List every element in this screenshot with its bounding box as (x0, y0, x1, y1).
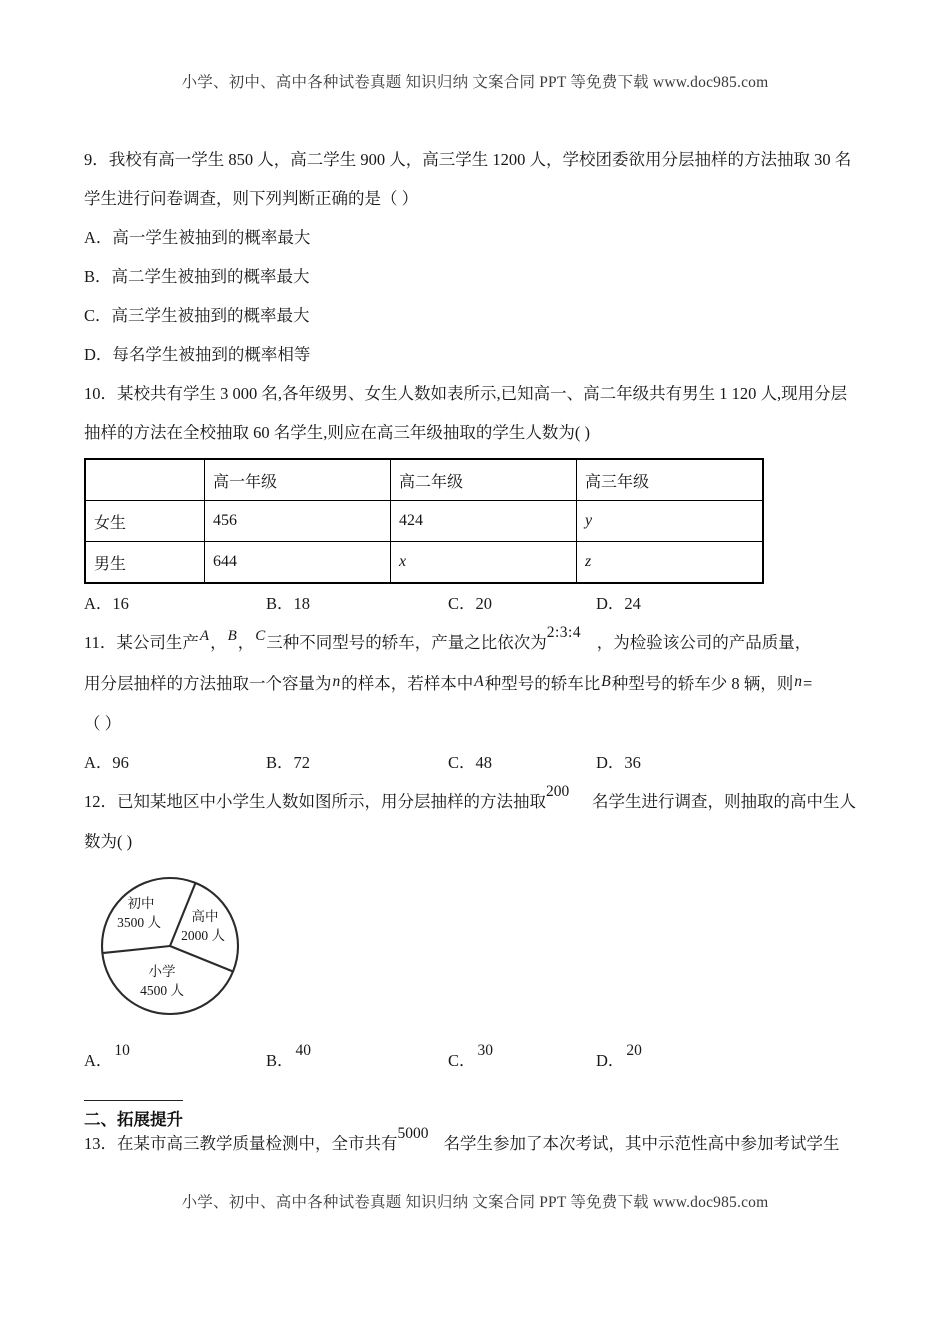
question-12-stem-line2: 数为( ) (84, 832, 133, 851)
question-11-stem-line1 (84, 623, 870, 664)
q11-l2-part3: 种型号的轿车比 (484, 674, 601, 693)
question-10-option-b[interactable]: B．18 (266, 594, 311, 613)
table-header-row (85, 459, 763, 501)
question-11-option-d[interactable]: D．36 (596, 753, 641, 772)
q11-l2-var-b: B (601, 673, 611, 690)
question-11-option-b[interactable]: B．72 (266, 753, 311, 772)
table-row-label-male: 男生 (85, 542, 205, 584)
q11-var-b: B (227, 628, 237, 644)
q12-opt-a-value: 10 (114, 1042, 130, 1059)
pie-label-primary-name: 小学 (148, 964, 176, 980)
q11-l2-var-a: A (474, 673, 484, 690)
q11-l2-var-n2: n (794, 673, 802, 690)
question-10-options (84, 584, 870, 623)
q11-var-n: n (332, 673, 341, 690)
cell-male-grade2: x (391, 542, 577, 584)
section-heading: 二、拓展提升 (84, 1100, 183, 1137)
question-10-stem-line2: 抽样的方法在全校抽取 60 名学生,则应在高三年级抽取的学生人数为( ) (84, 423, 590, 442)
cell-female-grade2: 424 (391, 501, 577, 542)
q12-opt-d-letter: D． (596, 1051, 625, 1070)
q12-opt-c-letter: C． (448, 1051, 476, 1070)
q12-text-part2: 名学生进行调查，则抽取的高中生人 (592, 792, 856, 811)
question-9-choice-a[interactable]: A．高一学生被抽到的概率最大 (84, 228, 311, 247)
footer-watermark-text: 小学、初中、高中各种试卷真题 知识归纳 文案合同 PPT 等免费下载 (181, 1194, 649, 1211)
table-corner-cell (85, 459, 205, 501)
q11-text-part3: ，为检验该公司的产品质量， (596, 633, 812, 652)
question-13 (84, 1124, 870, 1164)
question-10-option-a[interactable]: A．16 (84, 594, 129, 613)
cell-female-grade1: 456 (205, 501, 391, 542)
question-12-option-d[interactable] (596, 1041, 644, 1081)
q11-var-c: C (255, 628, 266, 644)
student-population-pie-chart (94, 873, 264, 1023)
pie-chart-svg (94, 873, 254, 1019)
question-9 (84, 140, 870, 374)
q12-sample-size: 200 (546, 783, 570, 800)
q12-opt-d-value: 20 (626, 1042, 642, 1059)
cell-male-grade3: z (577, 542, 764, 584)
table-header-grade1: 高一年级 (205, 459, 391, 501)
question-9-choice-b[interactable]: B．高二学生被抽到的概率最大 (84, 267, 310, 286)
q11-l2-equals: = (802, 674, 813, 693)
q11-text-part2: 三种不同型号的轿车，产量之比依次为 (266, 633, 547, 652)
q11-l2-part4: 种型号的轿车少 8 辆，则 (611, 674, 794, 693)
q11-l2-part1: 用分层抽样的方法抽取一个容量为 (84, 674, 332, 693)
pie-label-senior-name: 高中 (191, 909, 219, 925)
document-content (84, 140, 870, 1164)
question-12-option-c[interactable] (448, 1041, 495, 1081)
pie-label-junior-value: 3500 人 (117, 915, 161, 931)
question-12-option-a[interactable] (84, 1041, 132, 1081)
question-10 (84, 374, 870, 623)
q13-text-part2: 名学生参加了本次考试，其中示范性高中参加考试学生 (443, 1134, 840, 1153)
footer-watermark-url: www.doc985.com (652, 1194, 769, 1211)
question-11-options (84, 743, 870, 782)
table-header-grade2: 高二年级 (391, 459, 577, 501)
question-9-stem-line1: 9．我校有高一学生 850 人，高二学生 900 人，高三学生 1200 人，学校团委欲用分层抽样的方法抽取 30 名 (84, 150, 852, 169)
table-row (85, 542, 763, 584)
question-10-option-c[interactable]: C．20 (448, 594, 493, 613)
question-12-option-b[interactable] (266, 1041, 313, 1081)
q12-opt-c-value: 30 (477, 1042, 494, 1059)
q11-ratio: 2:3:4 (546, 624, 582, 641)
question-13-stem-line1 (84, 1124, 870, 1164)
question-12-options (84, 1041, 870, 1080)
question-11-option-c[interactable]: C．48 (448, 753, 493, 772)
question-12 (84, 782, 870, 1080)
question-11 (84, 623, 870, 782)
q11-sep2: ， (237, 633, 255, 652)
q13-text-part1: 13．在某市高三教学质量检测中，全市共有 (84, 1134, 398, 1153)
q12-opt-a-letter: A． (84, 1051, 113, 1070)
table-row (85, 501, 763, 542)
cell-female-grade3: y (577, 501, 764, 542)
q11-var-a: A (199, 628, 210, 644)
pie-label-junior-name: 初中 (127, 896, 155, 912)
footer-watermark (0, 1190, 950, 1212)
grade-distribution-table (84, 458, 764, 584)
q13-total-students: 5000 (397, 1125, 429, 1142)
question-9-choice-d[interactable]: D．每名学生被抽到的概率相等 (84, 345, 311, 364)
q12-opt-b-value: 40 (295, 1042, 312, 1059)
question-9-choice-c[interactable]: C．高三学生被抽到的概率最大 (84, 306, 310, 325)
table-header-grade3: 高三年级 (577, 459, 764, 501)
q11-text-part1: 11．某公司生产 (84, 633, 199, 652)
question-10-option-d[interactable]: D．24 (596, 594, 641, 613)
question-11-stem-line3: （ ） (84, 714, 122, 733)
header-watermark-url: www.doc985.com (652, 74, 769, 91)
q12-text-part1: 12．已知某地区中小学生人数如图所示，用分层抽样的方法抽取 (84, 792, 546, 811)
question-11-option-a[interactable]: A．96 (84, 753, 129, 772)
table-row-label-female: 女生 (85, 501, 205, 542)
question-12-stem-line1 (84, 782, 870, 822)
q11-l2-part2: 的样本，若样本中 (341, 674, 474, 693)
header-watermark-text: 小学、初中、高中各种试卷真题 知识归纳 文案合同 PPT 等免费下载 (181, 74, 649, 91)
pie-label-primary-value: 4500 人 (140, 983, 184, 999)
question-9-stem-line2: 学生进行问卷调查，则下列判断正确的是（ ） (84, 189, 419, 208)
q11-sep1: ， (210, 633, 227, 652)
question-10-stem-line1: 10．某校共有学生 3 000 名,各年级男、女生人数如表所示,已知高一、高二年级共有男生 1 120 人,现用分层 (84, 384, 848, 403)
header-watermark (0, 70, 950, 92)
q12-opt-b-letter: B． (266, 1051, 294, 1070)
cell-male-grade1: 644 (205, 542, 391, 584)
pie-label-senior-value: 2000 人 (181, 928, 225, 944)
question-11-stem-line2 (84, 664, 870, 704)
section-heading-wrap (84, 1080, 870, 1129)
